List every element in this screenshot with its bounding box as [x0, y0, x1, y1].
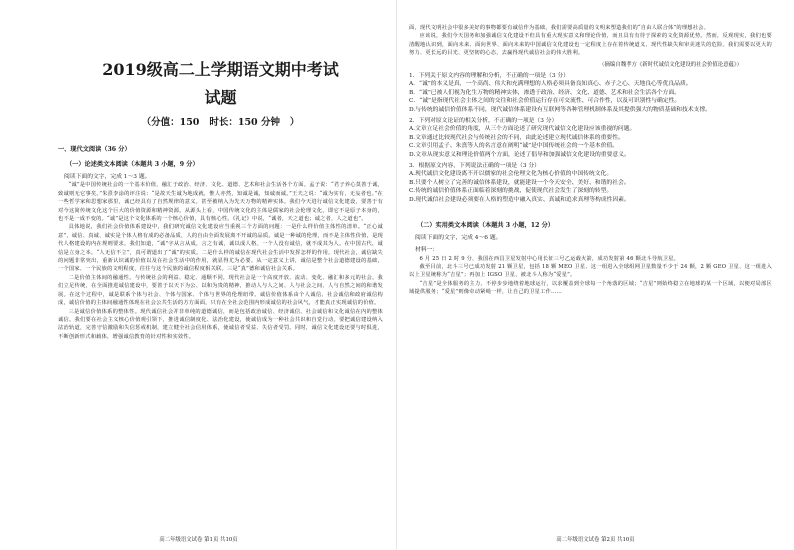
question-option: A.文章立足社会价值的角度，从三个方面论述了研究现代诚信文化建设应该重视的问题。: [409, 126, 636, 133]
page-footer: 高二年级语文试卷 第1页 共10页: [159, 537, 238, 543]
exam-title: 2019级高二上学期语文期中考试: [102, 60, 339, 79]
exam-subtitle: 试题: [204, 88, 237, 107]
article-paragraph: “诚”是中国传统社会的一个基本价值，融汇于政治、经济、文化、道德、艺术和社会生活各个方面。孟子说：“君子养心莫善于诚，致诚则无它事矣。”朱熹李涂的评注说：“是故天生诚为地成就，惟人亦然，知诚是诚，知诚而诚。”王夫之说：“诚为实有，无妄者也。”在一些哲学家和思想家那里，诚已经具有了自然规律的意义。甚至被纳入为先天万物的精神实体。我们今天进行诚信文化建设，要善于有对今这简传统文化这个巨大的价值资源和精神资源。从源头上看，中国传统文化的主体是儒家的社会伦理文化。即它不是原子本身的，也不是一成不变的。“诚”是这个文化体系的一个核心价值，具有核心性。《礼记》中说，“诚者，天之道也；诚之者，人之道也”。: [58, 182, 383, 223]
page-footer: 高二年级语文试卷 第2页 共10页: [556, 537, 635, 543]
article-paragraph: 截至目前，北斗三号已成功发射 21 颗卫星，包括 18 颗 MEO 卫星、这一组进入全球组网卫星数量不少于 24 颗，2 颗 GEO 卫星、这一组进入以上卫星统称为“吉星”；再加上 IGSO 卫星，被北斗人称为“爱星”。: [409, 263, 772, 279]
article-paragraph: 具体地说，我们社会价值体系建设中，我们研究诚信文化建设应当重视三个方面的问题：一是什么样价值主体性的清单。“正心诚意”，诚信、真诚、诚实是个体人格有成的必备品质，人的自由全面发展离不开诚的品质。诚是一种诚的伦理，而不是主体性价值，是现代人格建设的内在规则要求。我们知道，“诚”字从言从成，言之有诚，诚以成人格。一个人没有诚信，就不成其为人。在中国古代，诚信是立身之本。“人无信不立”，真可谓道出了“诚”的实质。二是什么样的诚信在现代社会生活中发挥怎样的作用。现代社会，诚信缺失的问题非常突出，重新认识诚的价值以及在社会生活中的作用，就显得尤为必要。从一定意义上讲，诚信是整个社会道德建设的基础，一个国家、一个民族的文明程度，往往与这个民族的诚信程度相关联。三是“真”德和诚信社会关系。: [58, 224, 383, 273]
question-option: D.与传统的诚信价值体系不同，现代诚信体系建设有互联网等各种管理机制体系及其提供强大的物质基础和技术支撑。: [409, 107, 711, 113]
question-option: C.传统的诚信价值体系正面临着深刻的挑战，促使现代社会发生了深刻的转型。: [409, 188, 613, 195]
article-paragraph: 应该说，我们今天国务和加强诚信文化建设不但具有重大现实意义和理论价值，而且具有有待于探索的文化资源优势。然而，反观现实，我们也要清醒地认识到，面向未来、面向世界、面向未来的中国诚信文化建设也一定程度上存在着传统道义、现代性缺失和审美迷失的危险。我们需要以更大的努力、更长远的目光、更坚韧的心态，去赢得现代诚信社会的伟大胜利。: [409, 33, 772, 57]
score-duration: （分值：150 时长：150 分钟 ）: [141, 117, 300, 128]
subsection-heading: （二）实用类文本阅读（本题共 3 小题，12 分）: [417, 221, 554, 229]
right-column: [397, 0, 794, 530]
question-stem: 2．下列对原文论证的相关分析，不正确的一项是（3 分）: [409, 117, 558, 124]
question-option: A．“诚”的本义是真，一个高尚、伟大和充满理想的人格必须具备良知真心、赤子之心、天地良心等优良品质。: [409, 81, 692, 88]
article-paragraph: 面，现代文明社会中很多美好的事物都要有诚信作为基础，我们需要高质量的文明来塑造我们的“自由人联合体”的理想社会。: [409, 25, 710, 31]
article-paragraph: “吉星”是全体服务的主力，不停步步地绕着地球运行，以求覆盖到全球每一个角落的区域；“吉星”则始终稳立在地球的某一个区域，以便对局部区域提供服务；“爱星”则像牵动紧绳一样，让自己的卫星工作……: [409, 280, 772, 296]
spacer: [409, 205, 772, 215]
section-heading: 一、现代文阅读（36 分）: [58, 146, 131, 153]
question-option: B.只要个人树立了完善的诚信体系建设，就能建设一个今天安全、美好、和谐的社会。: [409, 179, 630, 186]
article-paragraph: 二是价值主体间的融通性。与传统社会的利益、稳定、通顺不同，现代社会是一个高度开放、流动、变化、融汇和多元的社会。我们立足传统，在全面推进诚信建设中，要善于以天下为公、以和为贵的精神，推动人与人之间、人与社会之间、人与自然之间的和谐发展。在这个过程中，诚是联系个体与社会、个体与国家、个体与世界的伦理纽带。诚信价值体系由个人诚信、社会诚信和政府诚信构成，诚信价值的主体间融通性体现在社会公共生活的方方面面，只有在全社会范围内形成诚信的社会风气，才能真正实现诚信的价值。: [58, 274, 383, 307]
instruction-text: 阅读下面的文字，完成 4～6 题。: [415, 234, 502, 241]
article-source: （摘编自魏孝方《新时代诚信文化建设的社会价值论意蕴》）: [599, 61, 742, 68]
article-paragraph: 三是诚信价值体系的整体性。现代诚信社会并非单纯的道德诚信，而是包括政治诚信、经济诚信、社会诚信和文化诚信在内的整体诚信。我们要在社会主义核心价值观引领下，推进诚信制度化、法治化建设，使诚信成为一种社会共识和自觉行动。要把诚信建设纳入法治轨道，完善守信激励和失信惩戒机制，建立健全社会信用体系，使诚信者受益、失信者受罚。同时，诚信文化建设还要与时俱进，不断创新形式和载体，增强诚信教育的针对性和实效性。: [58, 308, 383, 340]
article-paragraph: 6 月 25 日 2 时 9 分，我国在西昌卫星发射中心用长征三号乙运载火箭，成功发射第 46 颗北斗导航卫星。: [419, 255, 680, 262]
subsection-heading: （一）论述类文本阅读（本题共 3 小题，9 分）: [66, 161, 199, 168]
question-option: C.文章引用孟子、朱熹等人的名言意在阐明“诚”是中国传统社会的一个基本价值。: [409, 143, 619, 150]
question-option: B．“诚”已被人们视为化生万物的精神实体，渗透于政治、经济、文化、道德、艺术和社会生活各个方面。: [409, 89, 681, 96]
question-option: A.现代诚信文化建设离不开以儒家的社会伦理文化为核心价值的中国传统文化。: [409, 171, 613, 178]
instruction-text: 阅读下面的文字，完成 1～3 题。: [64, 174, 151, 180]
question-stem: 3．根据原文内容，下列说法正确的一项是（3 分）: [409, 162, 540, 169]
material-label: 材料一：: [415, 246, 439, 253]
question-option: B.文章通过比较现代社会与传统社会的不同，由此论述建立现代诚信体系的重要性。: [409, 134, 624, 141]
question-option: D.现代诚信社会建设必须要在人格的塑造中融入真实、真诚和追求真理等构成性因素。: [409, 196, 630, 203]
left-column: [0, 0, 397, 530]
question-option: C．“诚”是指现代社会主体之间的交往和社会价值运行存在可交流性、可合作性，以及可识别性与确定性。: [409, 98, 681, 105]
question-option: D.文章从现实意义和理论价值两个方面，论述了倡导和加强诚信文化建设的重要意义。: [409, 151, 630, 158]
page-right: [397, 0, 794, 550]
question-stem: 1．下列关于原文内容的理解和分析，不正确的一项是（3 分）: [409, 72, 569, 79]
